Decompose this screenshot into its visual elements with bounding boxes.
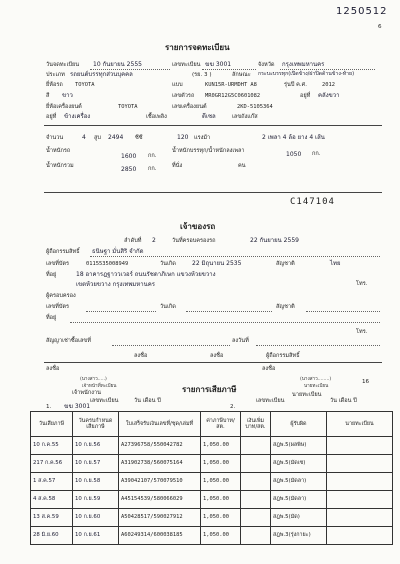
header-officer: ผู้รับผิด: [271, 412, 327, 437]
engine-brand: TOYOTA: [118, 104, 138, 110]
cell-paid: 13 ส.ค.59: [31, 509, 73, 527]
chassis-location-label: อยู่ที่: [300, 93, 311, 99]
engine-no: 2KD-5105364: [237, 104, 273, 110]
stamp-left-role: เจ้าหน้าที่ทะเบียน: [82, 384, 117, 389]
stamp-left-name: (นางสาว.....): [80, 377, 107, 382]
header-receipt: ใบเสร็จรับเงินเลขที่/ชุด/เล่มที่: [119, 412, 201, 437]
axles: 2 เพลา 4 ล้อ ยาง 4 เส้น: [262, 134, 325, 141]
cell-officer: สฎพ.5(ผลพิษ): [271, 437, 327, 455]
chassis: MR0GR12G5C0601082: [205, 93, 261, 99]
cell-paid: 28 มิ.ย.60: [31, 527, 73, 545]
cell-officer: สฎพ.5(มัด): [271, 509, 327, 527]
chassis-location: คลังขวา: [318, 92, 340, 99]
id-no: 0115535008949: [86, 261, 129, 267]
model-year: 2012: [322, 82, 335, 88]
slot-1-plate: ฆฆ 3001: [64, 403, 91, 410]
cell-due: 10 ก.ย.61: [73, 527, 119, 545]
table-row: [31, 473, 393, 491]
table-row: [31, 527, 393, 545]
model-label: แบบ: [172, 82, 183, 88]
owner-title: เจ้าของรถ: [180, 222, 216, 231]
cell-extra: [241, 473, 271, 491]
cell-tax: 1,050.00: [201, 437, 241, 455]
stamp-right-role: นายทะเบียน: [304, 384, 329, 389]
tax-period-label-1: วัน เดือน ปี: [134, 398, 161, 404]
tax-title: รายการเสียภาษี: [182, 385, 237, 394]
header-tax: ค่าภาษีบาท/สต.: [201, 412, 241, 437]
cell-officer: สฎพ.5(มัดลา): [271, 491, 327, 509]
engine-no-label: เลขเครื่องยนต์: [172, 104, 207, 110]
birth: 22 มิถุนายน 2535: [192, 260, 242, 267]
cell-reg: [327, 527, 393, 545]
birth-label: วันเกิด: [160, 261, 176, 267]
cell-receipt: A39042107/570079510: [119, 473, 201, 491]
addr-label: ที่อยู่: [46, 272, 57, 278]
gas-tank-label: เลขถังแก๊ส: [232, 114, 258, 120]
tax-plate-label-2: เลขทะเบียน: [256, 398, 285, 404]
cell-tax: 1,050.00: [201, 455, 241, 473]
cyl-label: จำนวน: [46, 135, 64, 141]
serial-number: C147104: [290, 197, 335, 207]
phone-label: โทร.: [356, 281, 368, 287]
cyl: 4: [82, 134, 86, 141]
handwritten-code: 1250512: [336, 6, 388, 17]
tax-table-header: [31, 412, 393, 437]
holder-birth-label: วันเกิด: [160, 304, 176, 310]
holder-phone-label: โทร.: [356, 329, 368, 335]
cell-paid: 1 ส.ค.57: [31, 473, 73, 491]
cell-extra: [241, 509, 271, 527]
cell-extra: [241, 455, 271, 473]
cell-due: 10 ก.ย.56: [73, 437, 119, 455]
cell-officer: สฎพ.5(มัดลา): [271, 473, 327, 491]
possession-date-label: วันที่ครอบครองรถ: [172, 238, 216, 244]
slot-1-no: 1.: [46, 404, 52, 410]
addr-line-2: เขตห้วยขวาง กรุงเทพมหานคร: [76, 281, 155, 288]
header-paid: วันเสียภาษี: [31, 412, 73, 437]
tax-reg-label: นายทะเบียน: [292, 392, 322, 398]
type-value: รถยนต์บรรทุกส่วนบุคคล: [70, 71, 133, 78]
slot-2-no: 2.: [230, 404, 236, 410]
reg-date-label: วันจดทะเบียน: [46, 62, 80, 68]
possession-date: 22 กันยายน 2559: [250, 237, 299, 244]
id-label: เลขที่บัตร: [46, 261, 70, 267]
tax-plate-label-1: เลขทะเบียน: [90, 398, 119, 404]
table-row: [31, 437, 393, 455]
cyl-unit: สูบ: [94, 135, 101, 141]
brand-label: ยี่ห้อรถ: [46, 82, 63, 88]
type-label: ประเภท: [46, 72, 65, 78]
style-value: กระบะบรรทุก(เปิดข้าง/ฝาปิดด้านข้าง-ท้าย): [258, 71, 355, 77]
table-row: [31, 455, 393, 473]
stamp-right-num: 16: [362, 379, 370, 385]
holder-id-label: เลขที่บัตร: [46, 304, 70, 310]
cell-reg: [327, 455, 393, 473]
order-label: ลำดับที่: [124, 238, 142, 244]
engine-location-label: อยู่ที่: [46, 114, 57, 120]
holder-label: ผู้ครอบครอง: [46, 293, 76, 299]
tax-table: [30, 411, 393, 545]
load-label: น้ำหนักบรรทุก/น้ำหนักลงเพลา: [172, 148, 245, 154]
cell-officer: สฎพ.5(มัดเซ): [271, 455, 327, 473]
registration-title: รายการจดทะเบียน: [165, 43, 230, 52]
color: ขาว: [62, 92, 73, 99]
cell-paid: 4 ส.ค.58: [31, 491, 73, 509]
color-label: สี: [46, 93, 50, 99]
cell-due: 10 ก.ย.58: [73, 473, 119, 491]
cell-tax: 1,050.00: [201, 491, 241, 509]
cell-paid: 10 ก.ค.55: [31, 437, 73, 455]
sign-label-4: ลงชื่อ: [262, 366, 276, 372]
province: กรุงเทพมหานคร: [282, 61, 325, 68]
fuel: ดีเซล: [202, 113, 216, 120]
province-label: จังหวัด: [258, 62, 275, 68]
cell-receipt: A27396758/550042782: [119, 437, 201, 455]
cell-officer: สฎพ.3(รุ่งกายะ): [271, 527, 327, 545]
model-year-label: รุ่นปี ค.ศ.: [284, 82, 308, 88]
weight-unit: กก.: [148, 153, 157, 159]
sign-role: ผู้ถือกรรมสิทธิ์: [266, 353, 300, 359]
owner: ธนิษฐา มั่นสิริ จำกัด: [92, 248, 144, 255]
header-reg: นายทะเบียน: [327, 412, 393, 437]
engine-brand-label: ยี่ห้อเครื่องยนต์: [46, 104, 82, 110]
cell-receipt: A45154539/580066029: [119, 491, 201, 509]
fuel-label: เชื้อเพลิง: [146, 114, 167, 120]
contract-date-label: ลงวันที่: [232, 338, 249, 344]
table-row: [31, 509, 393, 527]
cell-due: 10 ก.ย.60: [73, 509, 119, 527]
type-code: (รย. 3 ): [192, 72, 212, 78]
cell-due: 10 ก.ย.59: [73, 491, 119, 509]
total-unit: กก.: [148, 166, 157, 172]
cell-receipt: A31902738/560075164: [119, 455, 201, 473]
tax-left-label: เจ้าพนักงาน: [72, 390, 101, 396]
nation: ไทย: [330, 260, 341, 267]
total-label: น้ำหนักรวม: [46, 163, 74, 169]
cell-reg: [327, 509, 393, 527]
reg-date: 10 กันยายน 2555: [93, 61, 142, 68]
contract-label: สัญญาเช่าซื้อเลขที่: [46, 338, 91, 344]
cc-label: ซีซี: [135, 135, 143, 141]
chassis-label: เลขตัวรถ: [172, 93, 195, 99]
cell-tax: 1,050.00: [201, 527, 241, 545]
sign-label-2: ลงชื่อ: [210, 353, 224, 359]
cell-extra: [241, 491, 271, 509]
header-extra: เงินเพิ่มบาท/สต.: [241, 412, 271, 437]
cc: 2494: [108, 134, 124, 141]
plate-label: เลขทะเบียน: [172, 62, 201, 68]
style-label: ลักษณะ: [232, 72, 251, 78]
cell-due: 10 ก.ย.57: [73, 455, 119, 473]
cell-extra: [241, 527, 271, 545]
cell-receipt: A60249314/600038185: [119, 527, 201, 545]
total: 2850: [121, 166, 137, 173]
sign-label-3: ลงชื่อ: [46, 366, 60, 372]
hp-label: แรงม้า: [194, 135, 211, 141]
cell-reg: [327, 473, 393, 491]
cell-paid: 217 ก.ค.56: [31, 455, 73, 473]
stamp-right-name: (นางสาว........): [300, 377, 332, 382]
owner-label: ผู้ถือกรรมสิทธิ์: [46, 249, 80, 255]
plate: ฆฆ 3001: [205, 61, 232, 68]
cell-tax: 1,050.00: [201, 509, 241, 527]
cell-tax: 1,050.00: [201, 473, 241, 491]
holder-addr-label: ที่อยู่: [46, 315, 57, 321]
cell-reg: [327, 437, 393, 455]
weight-label: น้ำหนักรถ: [46, 148, 71, 154]
brand: TOYOTA: [75, 82, 95, 88]
cell-receipt: A50428517/590027912: [119, 509, 201, 527]
cell-extra: [241, 437, 271, 455]
nation-label: สัญชาติ: [276, 261, 295, 267]
header-due: วันครบกำหนดเสียภาษี: [73, 412, 119, 437]
seats-unit: คน: [238, 163, 246, 169]
weight: 1600: [121, 153, 137, 160]
holder-nation-label: สัญชาติ: [276, 304, 295, 310]
sign-label-1: ลงชื่อ: [134, 353, 148, 359]
seats-label: ที่นั่ง: [172, 163, 183, 169]
corner-mark: 6: [378, 24, 382, 30]
engine-location: ข้างเครื่อง: [64, 113, 91, 120]
model: KUN15R-URMDHT A8: [205, 82, 257, 88]
load-unit: กก.: [312, 151, 321, 157]
order: 2: [152, 237, 156, 244]
addr-line-1: 18 อาคารฎฐาววเวอร์ ถนนรัชดาภิเษก แขวงห้วยขวาง: [76, 271, 216, 278]
table-row: [31, 491, 393, 509]
load: 1050: [286, 151, 302, 158]
cell-reg: [327, 491, 393, 509]
tax-period-label-2: วัน เดือน ปี: [330, 398, 357, 404]
hp: 120: [177, 134, 189, 141]
